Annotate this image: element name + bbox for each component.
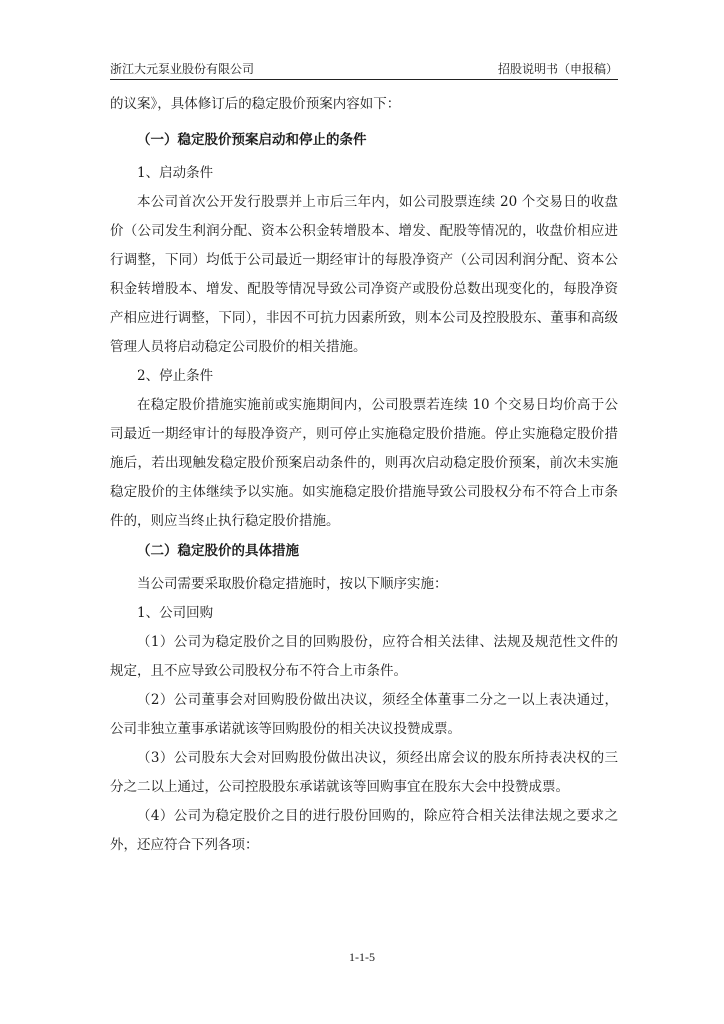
paragraph-measures-order: 当公司需要采取股价稳定措施时，按以下顺序实施： — [137, 576, 448, 592]
section-heading-specific-measures: （二）稳定股价的具体措施 — [137, 543, 299, 559]
subheading-start-conditions: 1、启动条件 — [137, 165, 214, 181]
document-body — [110, 90, 618, 860]
paragraph-buyback-3: （3）公司股东大会对回购股份做出决议，须经出席会议的股东所持表决权的三分之二以上通过，公司控股股东承诺就该等回购事宜在股东大会中投赞成票。 — [110, 750, 618, 795]
page-header — [110, 60, 618, 78]
intro-paragraph: 的议案》，具体修订后的稳定股价预案内容如下： — [110, 96, 401, 112]
paragraph-buyback-2: （2）公司董事会对回购股份做出决议，须经全体董事二分之一以上表决通过，公司非独立董事承诺就该等回购股份的相关决议投赞成票。 — [110, 692, 618, 737]
paragraph-start-conditions: 本公司首次公开发行股票并上市后三年内，如公司股票连续 20 个交易日的收盘价（公司发生利润分配、资本公积金转增股本、增发、配股等情况的，收盘价相应进行调整，下同）均低于公司最近一期经审计的每股净资产（公司因利润分配、资本公积金转增股本、增发、配股等情况导致公司净资产或股份总数出现变化的，每股净资产相应进行调整，下同），非因不可抗力因素所致，则本公司及控股股东、董事和高级管理人员将启动稳定公司股价的相关措施。 — [110, 194, 618, 355]
paragraph-buyback-1: （1）公司为稳定股价之目的回购股份，应符合相关法律、法规及规范性文件的规定，且不应导致公司股权分布不符合上市条件。 — [110, 634, 618, 679]
subheading-company-buyback: 1、公司回购 — [137, 605, 214, 621]
company-name: 浙江大元泵业股份有限公司 — [110, 62, 255, 76]
page-number: 1-1-5 — [349, 950, 375, 964]
document-type: 招股说明书（申报稿） — [497, 62, 618, 76]
section-heading-start-stop-conditions: （一）稳定股价预案启动和停止的条件 — [137, 132, 367, 148]
paragraph-stop-conditions: 在稳定股价措施实施前或实施期间内，公司股票若连续 10 个交易日均价高于公司最近一期经审计的每股净资产，则可停止实施稳定股价措施。停止实施稳定股价措施后，若出现触发稳定股价预案启动条件的，则再次启动稳定股价预案，前次未实施稳定股价的主体继续予以实施。如实施稳定股价措施导致公司股权分布不符合上市条件的，则应当终止执行稳定股价措施。 — [110, 397, 618, 529]
subheading-stop-conditions: 2、停止条件 — [137, 368, 214, 384]
paragraph-buyback-4: （4）公司为稳定股价之目的进行股份回购的，除应符合相关法律法规之要求之外，还应符合下列各项： — [110, 808, 618, 853]
header-divider — [110, 79, 618, 80]
